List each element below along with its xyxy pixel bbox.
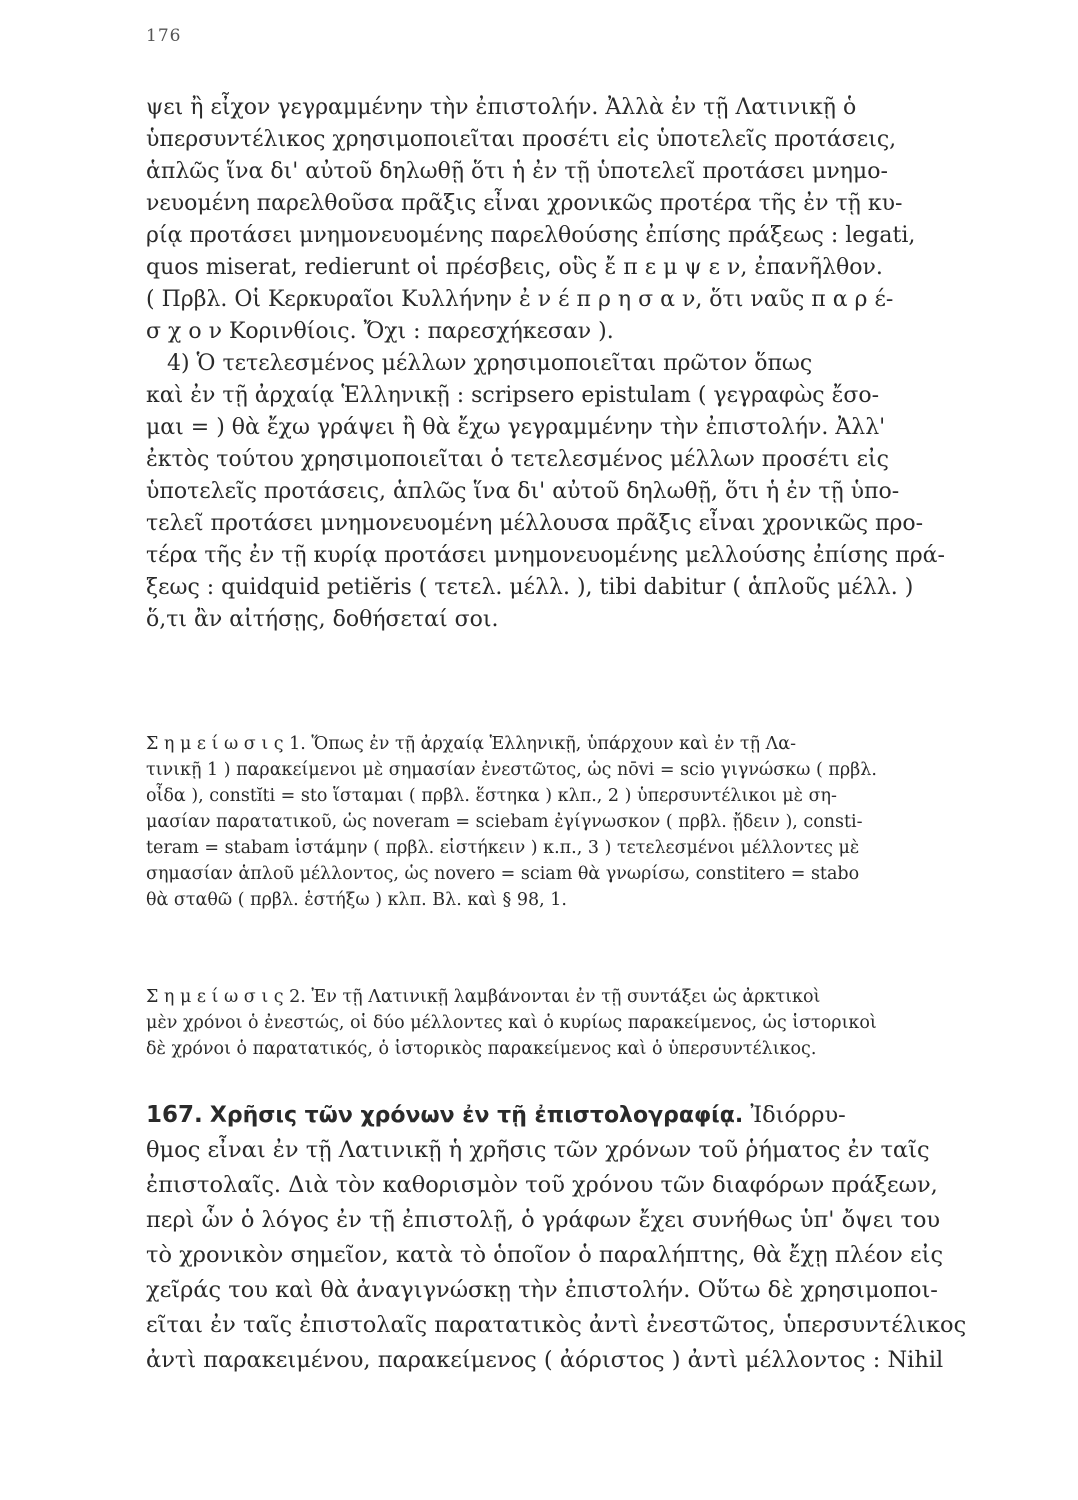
text-line: ρίᾳ προτάσει μνημονευομένης παρελθούσης ἐπίσης πράξεως : legati, bbox=[146, 223, 916, 248]
text-line: ὑπερσυντέλικος χρησιμοποιεῖται προσέτι εἰς ὑποτελεῖς προτάσεις, bbox=[146, 127, 897, 152]
note-line: Σ η μ ε ί ω σ ι ς 1. Ὅπως ἐν τῇ ἀρχαίᾳ Ἑλληνικῇ, ὑπάρχουν καὶ ἐν τῇ Λα- bbox=[146, 734, 796, 754]
note-line: θὰ σταθῶ ( πρβλ. ἑστήξω ) κλπ. Βλ. καὶ § 98, 1. bbox=[146, 890, 567, 910]
text-line: καὶ ἐν τῇ ἀρχαίᾳ Ἑλληνικῇ : scripsero epistulam ( γεγραφὼς ἔσο- bbox=[146, 383, 880, 408]
text-line: νευομένη παρελθοῦσα πρᾶξις εἶναι χρονικῶς προτέρα τῆς ἐν τῇ κυ- bbox=[146, 191, 903, 216]
text-line: ψει ἢ εἶχον γεγραμμένην τὴν ἐπιστολήν. Ἀλλὰ ἐν τῇ Λατινικῇ ὁ bbox=[146, 95, 857, 120]
main-text bbox=[146, 92, 1048, 636]
text-line: ὅ,τι ἂν αἰτήσῃς, δοθήσεταί σοι. bbox=[146, 607, 499, 632]
text-line: μαι = ) θὰ ἔχω γράψει ἢ θὰ ἔχω γεγραμμένην τὴν ἐπιστολήν. Ἀλλ' bbox=[146, 415, 886, 440]
note-line: teram = stabam ἱστάμην ( πρβλ. εἱστήκειν ) κ.π., 3 ) τετελεσμένοι μέλλοντες μὲ bbox=[146, 838, 860, 858]
text-line: ἐκτὸς τούτου χρησιμοποιεῖται ὁ τετελεσμένος μέλλων προσέτι εἰς bbox=[146, 447, 889, 472]
note-2 bbox=[146, 984, 1048, 1062]
note-line: τινικῇ 1 ) παρακείμενοι μὲ σημασίαν ἐνεστῶτος, ὡς nōvi = scio γιγνώσκω ( πρβλ. bbox=[146, 760, 877, 780]
text-line: ὑποτελεῖς προτάσεις, ἁπλῶς ἵνα δι' αὐτοῦ δηλωθῇ, ὅτι ἡ ἐν τῇ ὑπο- bbox=[146, 479, 900, 504]
text-line: ἐπιστολαῖς. Διὰ τὸν καθορισμὸν τοῦ χρόνου τῶν διαφόρων πράξεων, bbox=[146, 1172, 938, 1198]
text-line: ( Πρβλ. Οἱ Κερκυραῖοι Κυλλήνην ἐ ν έ π ρ η σ α ν, ὅτι ναῦς π α ρ έ- bbox=[146, 287, 894, 312]
text-line: 4) Ὁ τετελεσμένος μέλλων χρησιμοποιεῖται πρῶτον ὅπως bbox=[146, 351, 813, 376]
text-line: σ χ ο ν Κορινθίοις. Ὄχι : παρεσχήκεσαν ). bbox=[146, 319, 614, 344]
note-line: μασίαν παρατατικοῦ, ὡς noveram = sciebam ἐγίγνωσκον ( πρβλ. ᾔδειν ), consti- bbox=[146, 812, 863, 832]
text-line: εῖται ἐν ταῖς ἐπιστολαῖς παρατατικὸς ἀντὶ ἐνεστῶτος, ὑπερσυντέλικος bbox=[146, 1312, 967, 1338]
section-167 bbox=[146, 1098, 1048, 1378]
note-line: μὲν χρόνοι ὁ ἐνεστώς, οἱ δύο μέλλοντες καὶ ὁ κυρίως παρακείμενος, ὡς ἱστορικοὶ bbox=[146, 1013, 877, 1033]
text-line: τελεῖ προτάσει μνημονευομένη μέλλουσα πρᾶξις εἶναι χρονικῶς προ- bbox=[146, 511, 924, 536]
text-line: τέρα τῆς ἐν τῇ κυρίᾳ προτάσει μνημονευομένης μελλούσης ἐπίσης πρά- bbox=[146, 543, 945, 568]
text-line: τὸ χρονικὸν σημεῖον, κατὰ τὸ ὁποῖον ὁ παραλήπτης, θὰ ἔχῃ πλέον εἰς bbox=[146, 1242, 944, 1268]
note-line: οἶδα ), constĭti = sto ἵσταμαι ( πρβλ. ἕστηκα ) κλπ., 2 ) ὑπερσυντέλικοι μὲ ση- bbox=[146, 786, 837, 806]
text-line: ξεως : quidquid petiĕris ( τετελ. μέλλ. ), tibi dabitur ( ἁπλοῦς μέλλ. ) bbox=[146, 575, 914, 600]
note-line: δὲ χρόνοι ὁ παρατατικός, ὁ ἱστορικὸς παρακείμενος καὶ ὁ ὑπερσυντέλικος. bbox=[146, 1039, 817, 1059]
note-1 bbox=[146, 731, 1048, 913]
text-line: χεῖράς του καὶ θὰ ἀναγιγνώσκῃ τὴν ἐπιστολήν. Οὕτω δὲ χρησιμοποι- bbox=[146, 1277, 938, 1303]
text-line: ἀντὶ παρακειμένου, παρακείμενος ( ἀόριστος ) ἀντὶ μέλλοντος : Nihil bbox=[146, 1347, 944, 1373]
page-number: 176 bbox=[146, 26, 182, 46]
note-line: Σ η μ ε ί ω σ ι ς 2. Ἐν τῇ Λατινικῇ λαμβάνονται ἐν τῇ συντάξει ὡς ἀρκτικοὶ bbox=[146, 987, 821, 1007]
text-line: ἁπλῶς ἵνα δι' αὐτοῦ δηλωθῇ ὅτι ἡ ἐν τῇ ὑποτελεῖ προτάσει μνημο- bbox=[146, 159, 888, 184]
text-line: quos miserat, redierunt οἱ πρέσβεις, οὓς ἔ π ε μ ψ ε ν, ἐπανῆλθον. bbox=[146, 255, 883, 280]
text-line: περὶ ὧν ὁ λόγος ἐν τῇ ἐπιστολῇ, ὁ γράφων ἔχει συνήθως ὑπ' ὄψει του bbox=[146, 1207, 941, 1233]
section-heading-line bbox=[146, 1098, 1048, 1133]
section-number: 167. bbox=[146, 1102, 203, 1128]
note-line: σημασίαν ἁπλοῦ μέλλοντος, ὡς novero = sciam θὰ γνωρίσω, constitero = stabo bbox=[146, 864, 860, 884]
section-title: Χρῆσις τῶν χρόνων ἐν τῇ ἐπιστολογραφίᾳ. bbox=[209, 1103, 744, 1128]
section-first-line-text: Ἰδιόρρυ- bbox=[750, 1102, 846, 1128]
text-line: θμος εἶναι ἐν τῇ Λατινικῇ ἡ χρῆσις τῶν χρόνων τοῦ ῥήματος ἐν ταῖς bbox=[146, 1137, 930, 1163]
